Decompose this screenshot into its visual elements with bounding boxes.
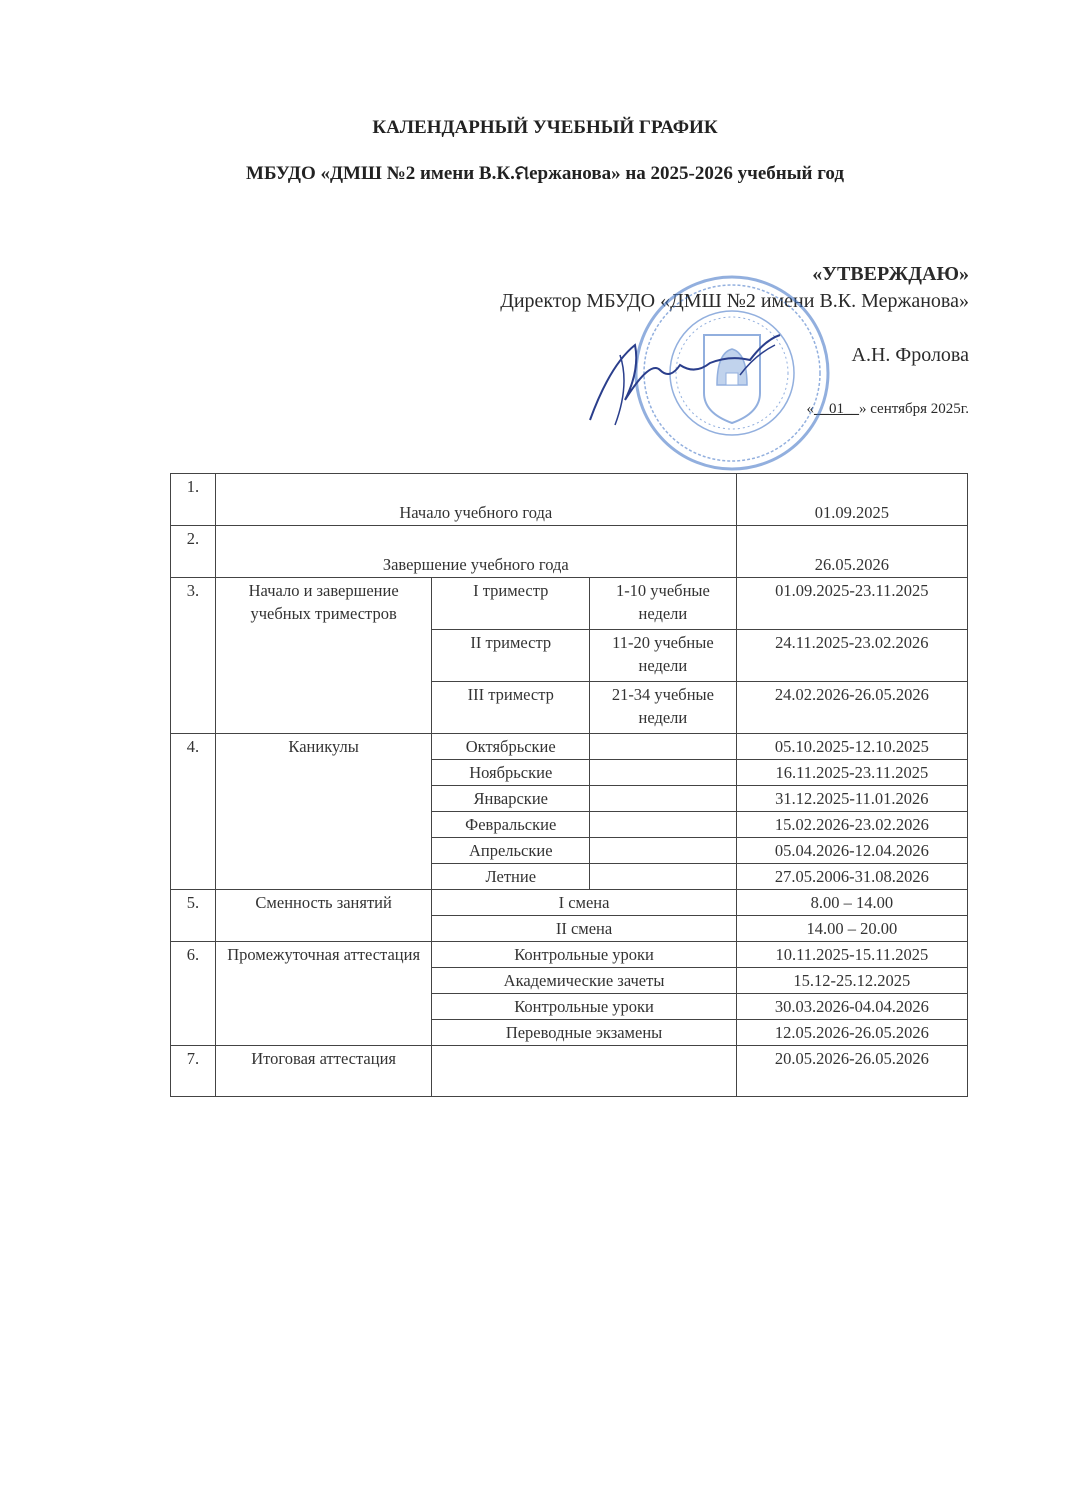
- holiday-dates: 05.10.2025-12.10.2025: [736, 734, 967, 760]
- attestation-dates: 30.03.2026-04.04.2026: [736, 994, 967, 1020]
- holiday-dates: 27.05.2006-31.08.2026: [736, 864, 967, 890]
- trimester-weeks: 21-34 учебные недели: [590, 682, 737, 734]
- holiday-dates: 31.12.2025-11.01.2026: [736, 786, 967, 812]
- row-label: Начало и завершение учебных триместров: [215, 578, 432, 734]
- row-number: 7.: [171, 1046, 216, 1097]
- attestation-dates: 12.05.2026-26.05.2026: [736, 1020, 967, 1046]
- attestation-dates: 15.12-25.12.2025: [736, 968, 967, 994]
- trimester-name: II триместр: [432, 630, 590, 682]
- approval-name: А.Н. Фролова: [851, 344, 969, 366]
- row-number: 4.: [171, 734, 216, 890]
- holiday-name: Ноябрьские: [432, 760, 590, 786]
- row-label: Завершение учебного года: [215, 526, 736, 578]
- attestation-name: Контрольные уроки: [432, 942, 736, 968]
- table-row-holiday: [171, 734, 968, 760]
- attestation-name: Переводные экзамены: [432, 1020, 736, 1046]
- row-number: 1.: [171, 474, 216, 526]
- holiday-empty: [590, 838, 737, 864]
- table-row-start: [171, 474, 968, 526]
- shift-name: I смена: [432, 890, 736, 916]
- trimester-name: III триместр: [432, 682, 590, 734]
- row-label: Каникулы: [215, 734, 432, 890]
- row-value: 01.09.2025: [736, 474, 967, 526]
- document-subtitle: МБУДО «ДМШ №2 имени В.К.ମержанова» на 2025-2026 учебный год: [246, 163, 844, 184]
- signature-icon: [580, 325, 800, 435]
- row-value: 20.05.2026-26.05.2026: [736, 1046, 967, 1097]
- holiday-empty: [590, 864, 737, 890]
- row-label: Начало учебного года: [215, 474, 736, 526]
- holiday-name: Февральские: [432, 812, 590, 838]
- approval-position: Директор МБУДО «ДМШ №2 имени В.К. Мержанова»: [500, 290, 969, 312]
- row-number: 5.: [171, 890, 216, 942]
- schedule-table: [170, 473, 968, 1097]
- table-row-end: [171, 526, 968, 578]
- shift-name: II смена: [432, 916, 736, 942]
- trimester-name: I триместр: [432, 578, 590, 630]
- holiday-name: Апрельские: [432, 838, 590, 864]
- holiday-empty: [590, 760, 737, 786]
- trimester-weeks: 1-10 учебные недели: [590, 578, 737, 630]
- row-label: Итоговая аттестация: [215, 1046, 432, 1097]
- row-value: 26.05.2026: [736, 526, 967, 578]
- trimester-dates: 01.09.2025-23.11.2025: [736, 578, 967, 630]
- holiday-dates: 16.11.2025-23.11.2025: [736, 760, 967, 786]
- attestation-dates: 10.11.2025-15.11.2025: [736, 942, 967, 968]
- date-prefix: «: [806, 401, 814, 417]
- date-suffix: » сентября 2025г.: [858, 401, 969, 417]
- table-row-trimester: [171, 578, 968, 630]
- attestation-name: Академические зачеты: [432, 968, 736, 994]
- attestation-name: Контрольные уроки: [432, 994, 736, 1020]
- date-day: __01__: [813, 401, 859, 417]
- holiday-empty: [590, 786, 737, 812]
- row-empty: [432, 1046, 736, 1097]
- trimester-weeks: 11-20 учебные недели: [590, 630, 737, 682]
- trimester-dates: 24.02.2026-26.05.2026: [736, 682, 967, 734]
- holiday-name: Январские: [432, 786, 590, 812]
- shift-time: 14.00 – 20.00: [736, 916, 967, 942]
- holiday-name: Октябрьские: [432, 734, 590, 760]
- row-label: Сменность занятий: [215, 890, 432, 942]
- holiday-empty: [590, 812, 737, 838]
- holiday-name: Летние: [432, 864, 590, 890]
- shift-time: 8.00 – 14.00: [736, 890, 967, 916]
- holiday-dates: 15.02.2026-23.02.2026: [736, 812, 967, 838]
- approval-heading: «УТВЕРЖДАЮ»: [812, 263, 969, 285]
- row-label: Промежуточная аттестация: [215, 942, 432, 1046]
- document-title: КАЛЕНДАРНЫЙ УЧЕБНЫЙ ГРАФИК: [372, 117, 718, 138]
- row-number: 6.: [171, 942, 216, 1046]
- table-row-shift: [171, 890, 968, 916]
- table-row-final-attestation: [171, 1046, 968, 1097]
- table-row-attestation: [171, 942, 968, 968]
- holiday-dates: 05.04.2026-12.04.2026: [736, 838, 967, 864]
- holiday-empty: [590, 734, 737, 760]
- trimester-dates: 24.11.2025-23.02.2026: [736, 630, 967, 682]
- row-number: 2.: [171, 526, 216, 578]
- row-number: 3.: [171, 578, 216, 734]
